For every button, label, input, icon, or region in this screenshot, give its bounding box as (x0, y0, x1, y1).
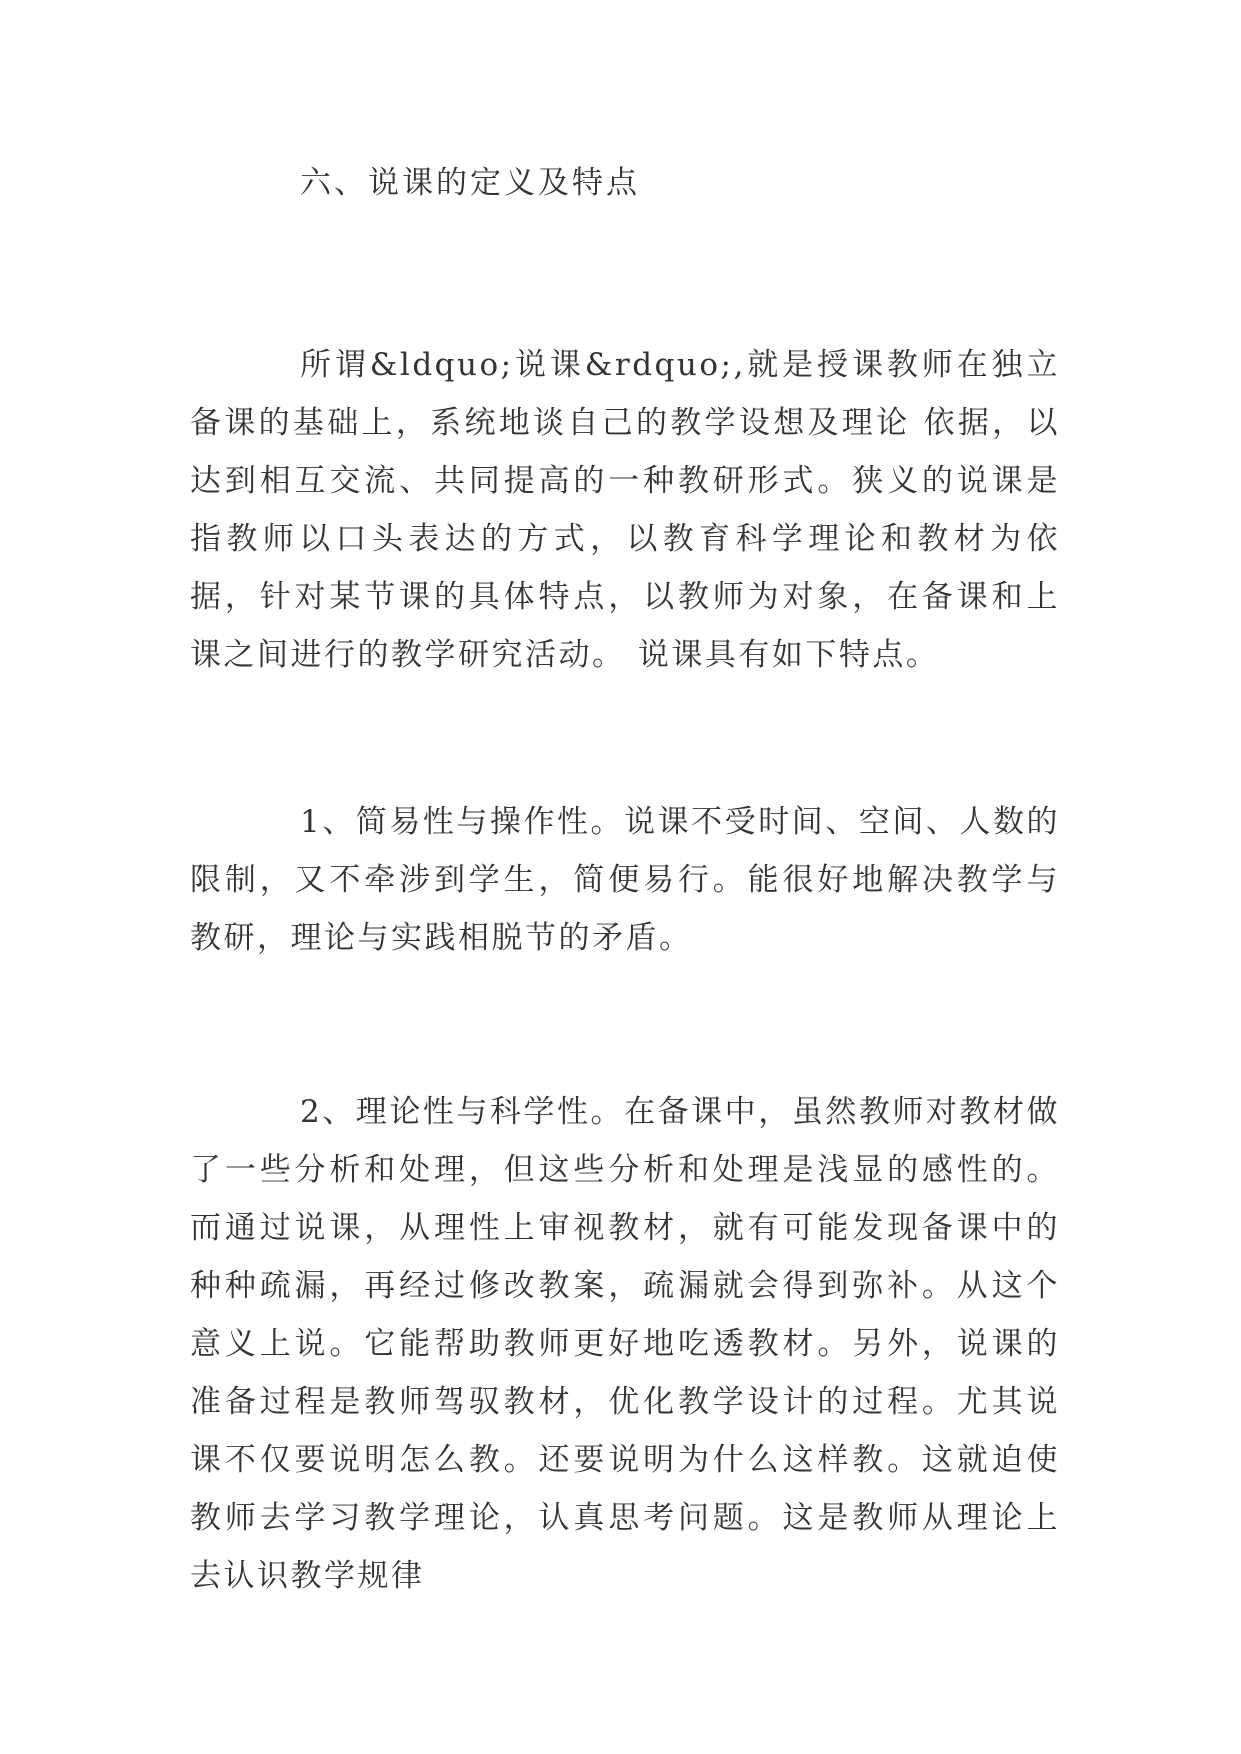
paragraph-definition: 所谓&ldquo;说课&rdquo;,就是授课教师在独立备课的基础上，系统地谈自己的教学设想及理论 依据，以达到相互交流、共同提高的一种教研形式。狭义的说课是指教师以口头表达的方式，以教育科学理论和教材为依据，针对某节课的具体特点，以教师为对象，在备课和上课之间进行的教学研究活动。 说课具有如下特点。 (190, 347, 1060, 673)
paragraph-feature-2: 2、理论性与科学性。在备课中，虽然教师对教材做了一些分析和处理，但这些分析和处理是浅显的感性的。而通过说课，从理性上审视教材，就有可能发现备课中的种种疏漏，再经过修改教案，疏漏就会得到弥补。从这个意义上说。它能帮助教师更好地吃透教材。另外，说课的准备过程是教师驾驭教材，优化教学设计的过程。尤其说课不仅要说明怎么教。还要说明为什么这样教。这就迫使教师去学习教学理论，认真思考问题。这是教师从理论上去认识教学规律 (190, 1094, 1060, 1594)
section-heading: 六、说课的定义及特点 (300, 165, 640, 201)
paragraph-feature-1: 1、简易性与操作性。说课不受时间、空间、人数的限制，又不牵涉到学生，简便易行。能很好地解决教学与教研，理论与实践相脱节的矛盾。 (190, 804, 1060, 956)
